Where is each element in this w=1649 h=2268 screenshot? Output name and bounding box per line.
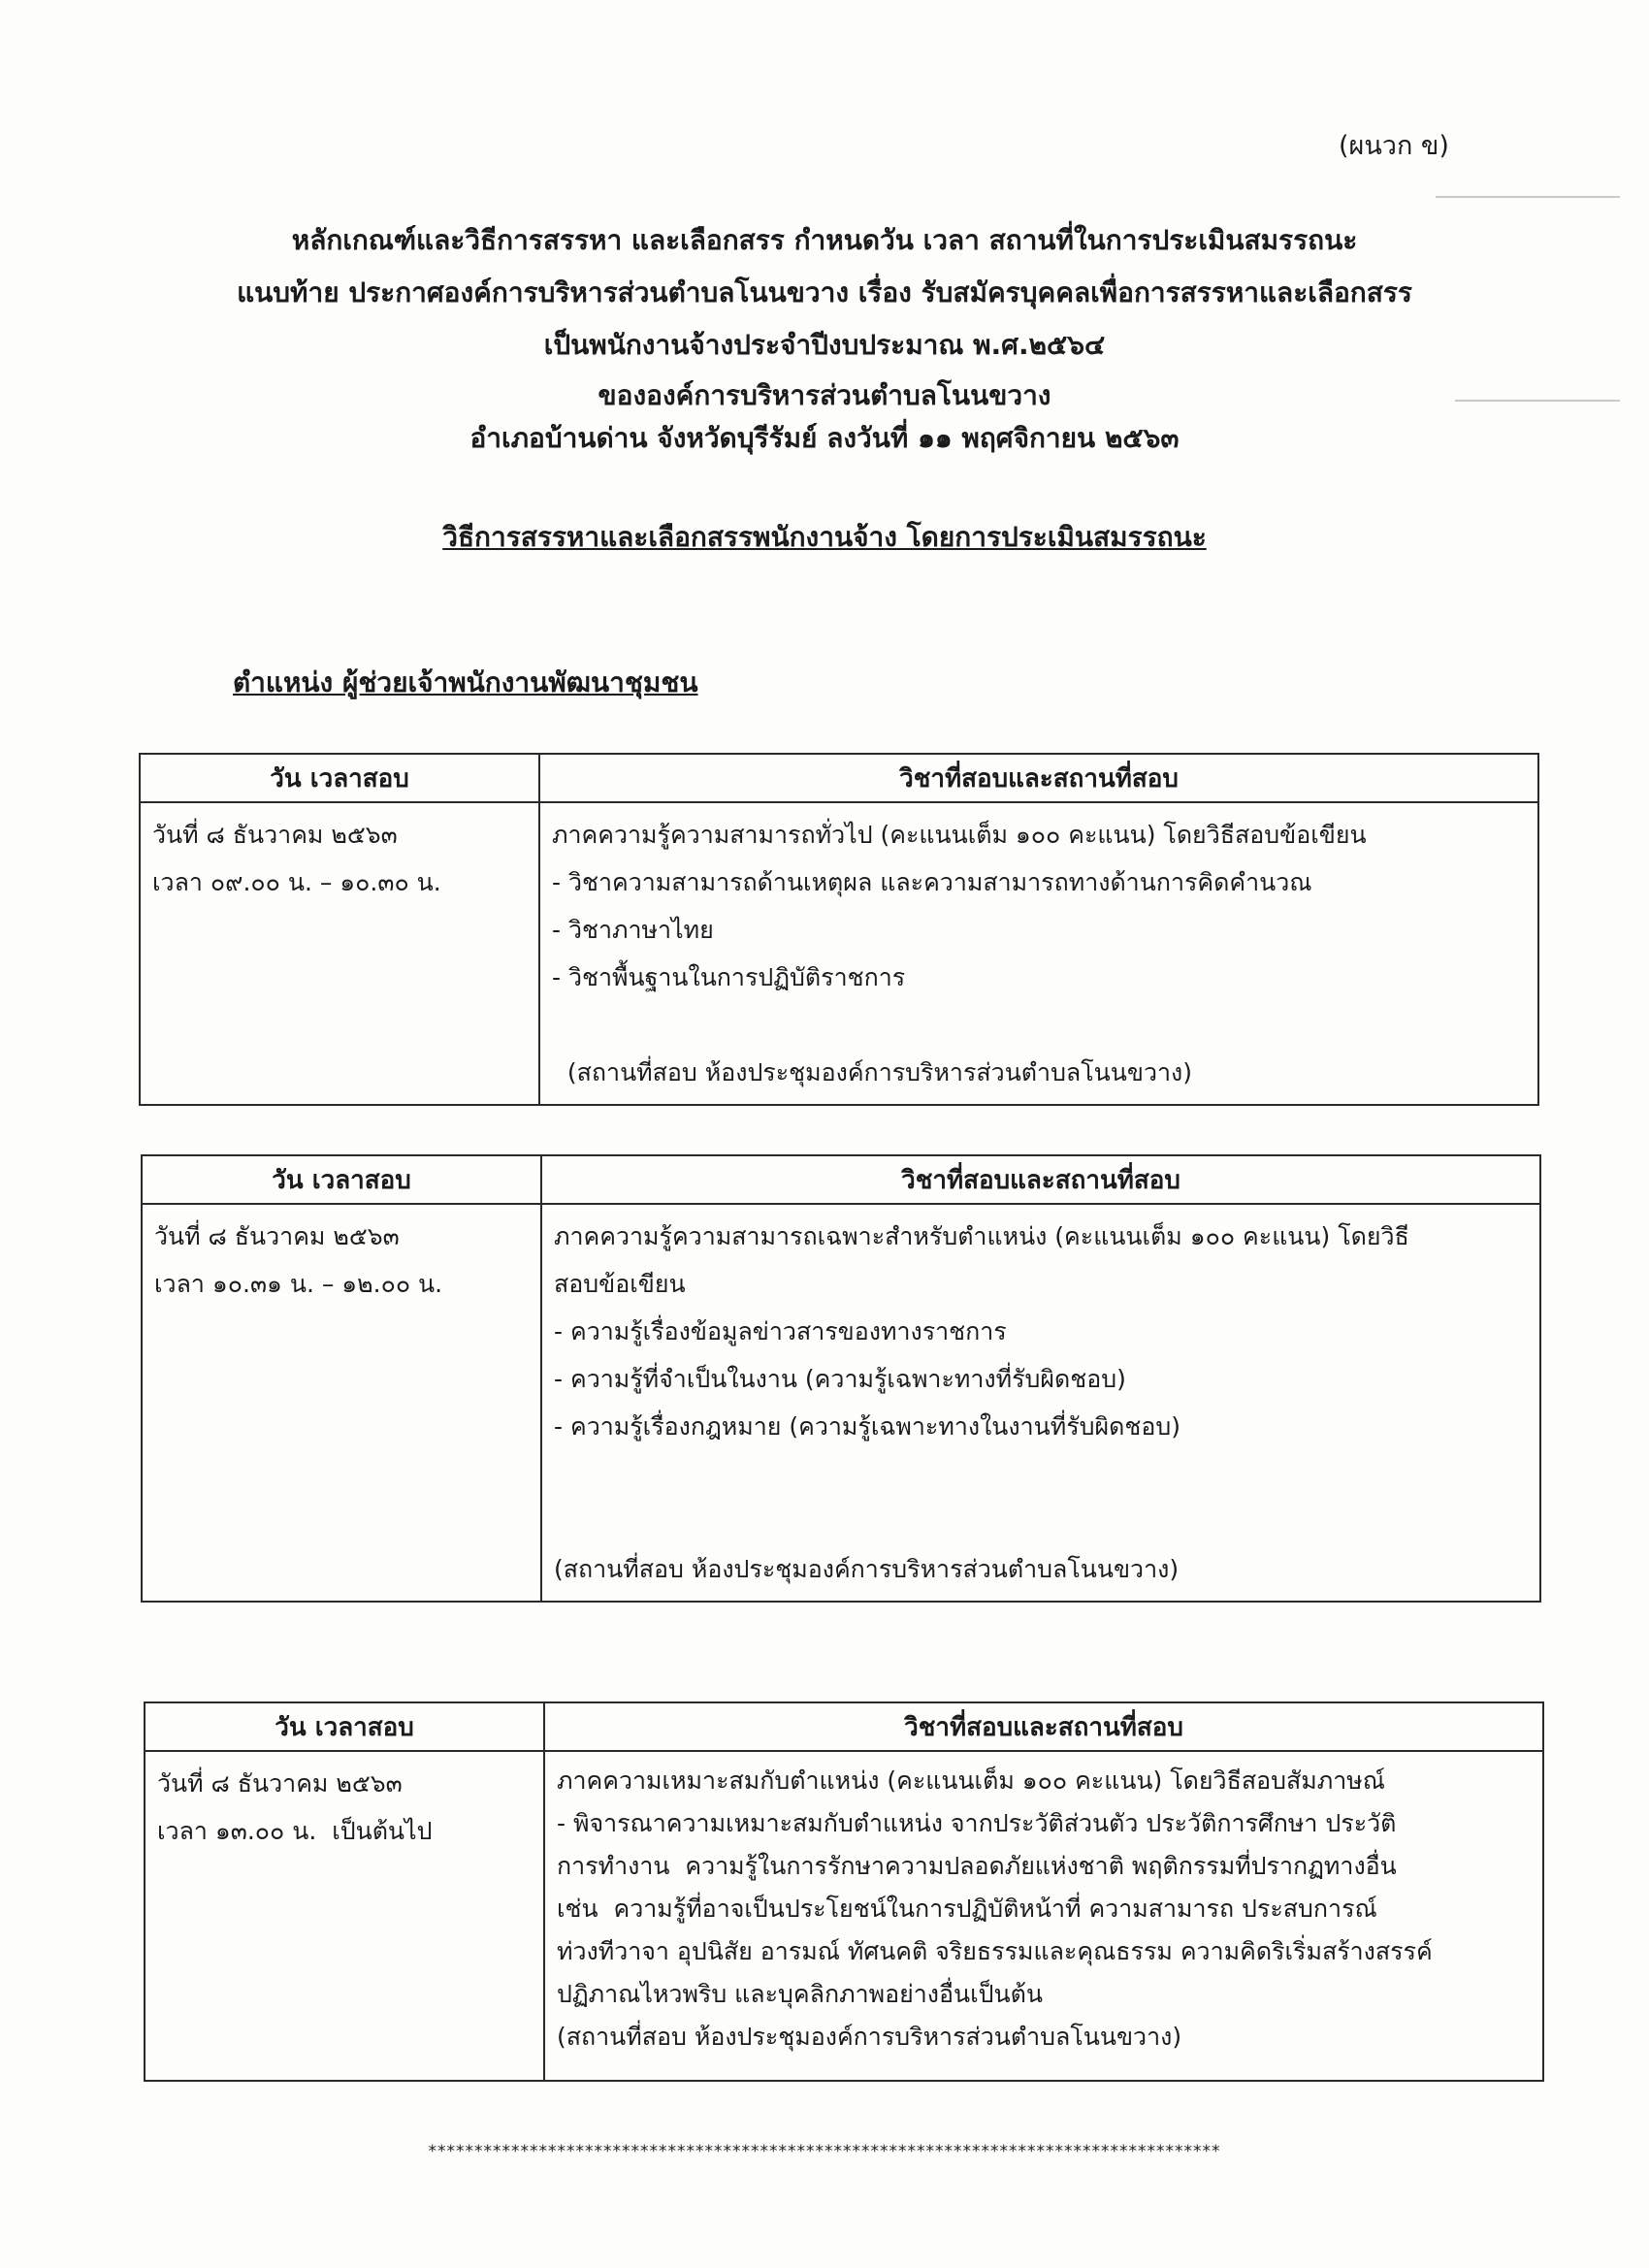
table-row bbox=[145, 1751, 1543, 2081]
date-time-header: วัน เวลาสอบ bbox=[142, 1155, 541, 1204]
header-line-5: อำเภอบ้านด่าน จังหวัดบุรีรัมย์ ลงวันที่ ๑๑ พฤศจิกายน ๒๕๖๓ bbox=[469, 422, 1180, 454]
table-row bbox=[140, 802, 1538, 1105]
date-time-header: วัน เวลาสอบ bbox=[140, 754, 539, 802]
subject-header: วิชาที่สอบและสถานที่สอบ bbox=[541, 1155, 1540, 1204]
header-line-2: แนบท้าย ประกาศองค์การบริหารส่วนตำบลโนนขวาง เรื่อง รับสมัครบุคคลเพื่อการสรรหาและเลือกสรร bbox=[237, 276, 1412, 308]
subject-header: วิชาที่สอบและสถานที่สอบ bbox=[539, 754, 1538, 802]
subject-line bbox=[554, 1450, 1528, 1498]
subject-cell bbox=[539, 802, 1538, 1105]
subject-line: - วิชาภาษาไทย bbox=[552, 916, 714, 944]
subject-line: - ความรู้เรื่องกฎหมาย (ความรู้เฉพาะทางในงานที่รับผิดชอบ) bbox=[554, 1412, 1180, 1441]
exam-date-cell bbox=[145, 1751, 544, 2081]
exam-table-3 bbox=[144, 1701, 1544, 2082]
table-header-row bbox=[145, 1702, 1543, 1751]
appendix-label: (ผนวก ข) bbox=[1339, 131, 1449, 161]
exam-date-cell bbox=[142, 1204, 541, 1602]
subject-line: การทำงาน ความรู้ในการรักษาความปลอดภัยแห่งชาติ พฤติกรรมที่ปรากฏทางอื่น bbox=[557, 1852, 1397, 1880]
exam-venue: (สถานที่สอบ ห้องประชุมองค์การบริหารส่วนตำบลโนนขวาง) bbox=[557, 2023, 1182, 2051]
subject-line: สอบข้อเขียน bbox=[554, 1270, 686, 1298]
subject-line: - วิชาพื้นฐานในการปฏิบัติราชการ bbox=[552, 963, 906, 991]
exam-time: เวลา ๑๐.๓๑ น. – ๑๒.๐๐ น. bbox=[154, 1270, 443, 1298]
subject-line: - ความรู้ที่จำเป็นในงาน (ความรู้เฉพาะทางที่รับผิดชอบ) bbox=[554, 1365, 1126, 1393]
footer-asterisk-rule: ************************************************************************************** bbox=[428, 2142, 1221, 2161]
subject-line: ปฏิภาณไหวพริบ และบุคลิกภาพอย่างอื่นเป็นต้น bbox=[557, 1980, 1043, 2008]
exam-date-cell bbox=[140, 802, 539, 1105]
subject-cell bbox=[541, 1204, 1540, 1602]
subject-line: - ความรู้เรื่องข้อมูลข่าวสารของทางราชการ bbox=[554, 1317, 1007, 1345]
exam-time: เวลา ๐๙.๐๐ น. – ๑๐.๓๐ น. bbox=[152, 868, 441, 896]
subject-line bbox=[552, 1001, 1526, 1049]
subject-header: วิชาที่สอบและสถานที่สอบ bbox=[544, 1702, 1543, 1751]
subject-line: ภาคความเหมาะสมกับตำแหน่ง (คะแนนเต็ม ๑๐๐ คะแนน) โดยวิธีสอบสัมภาษณ์ bbox=[557, 1766, 1385, 1795]
exam-table-1 bbox=[139, 753, 1539, 1106]
table-row bbox=[142, 1204, 1540, 1602]
exam-venue: (สถานที่สอบ ห้องประชุมองค์การบริหารส่วนตำบลโนนขวาง) bbox=[554, 1555, 1180, 1583]
exam-table-2 bbox=[141, 1154, 1541, 1603]
subject-cell bbox=[544, 1751, 1543, 2081]
table-header-row bbox=[140, 754, 1538, 802]
section-subtitle: วิธีการสรรหาและเลือกสรรพนักงานจ้าง โดยการประเมินสมรรถนะ bbox=[442, 521, 1207, 553]
subject-line: - วิชาความสามารถด้านเหตุผล และความสามารถทางด้านการคิดคำนวณ bbox=[552, 868, 1312, 896]
subject-line: เช่น ความรู้ที่อาจเป็นประโยชน์ในการปฏิบัติหน้าที่ ความสามารถ ประสบการณ์ bbox=[557, 1895, 1377, 1923]
header-line-3: เป็นพนักงานจ้างประจำปีงบประมาณ พ.ศ.๒๕๖๔ bbox=[543, 329, 1106, 361]
subject-line: ภาคความรู้ความสามารถทั่วไป (คะแนนเต็ม ๑๐๐ คะแนน) โดยวิธีสอบข้อเขียน bbox=[552, 821, 1367, 849]
subject-line bbox=[554, 1498, 1528, 1545]
subject-line: - พิจารณาความเหมาะสมกับตำแหน่ง จากประวัติส่วนตัว ประวัติการศึกษา ประวัติ bbox=[557, 1809, 1397, 1837]
exam-date: วันที่ ๘ ธันวาคม ๒๕๖๓ bbox=[157, 1769, 403, 1798]
exam-time: เวลา ๑๓.๐๐ น. เป็นต้นไป bbox=[157, 1817, 433, 1845]
position-title: ตำแหน่ง ผู้ช่วยเจ้าพนักงานพัฒนาชุมชน bbox=[233, 666, 698, 698]
subject-line: ภาคความรู้ความสามารถเฉพาะสำหรับตำแหน่ง (คะแนนเต็ม ๑๐๐ คะแนน) โดยวิธี bbox=[554, 1222, 1409, 1250]
exam-date: วันที่ ๘ ธันวาคม ๒๕๖๓ bbox=[154, 1222, 400, 1250]
date-time-header: วัน เวลาสอบ bbox=[145, 1702, 544, 1751]
exam-venue: (สถานที่สอบ ห้องประชุมองค์การบริหารส่วนตำบลโนนขวาง) bbox=[552, 1058, 1192, 1086]
subject-line: ท่วงทีวาจา อุปนิสัย อารมณ์ ทัศนคติ จริยธรรมและคุณธรรม ความคิดริเริ่มสร้างสรรค์ bbox=[557, 1937, 1433, 1965]
table-header-row bbox=[142, 1155, 1540, 1204]
exam-date: วันที่ ๘ ธันวาคม ๒๕๖๓ bbox=[152, 821, 398, 849]
header-line-1: หลักเกณฑ์และวิธีการสรรหา และเลือกสรร กำหนดวัน เวลา สถานที่ในการประเมินสมรรถนะ bbox=[291, 224, 1358, 256]
scan-artifact bbox=[1455, 400, 1620, 402]
scan-artifact bbox=[1436, 196, 1620, 198]
header-line-4: ขององค์การบริหารส่วนตำบลโนนขวาง bbox=[598, 379, 1051, 411]
